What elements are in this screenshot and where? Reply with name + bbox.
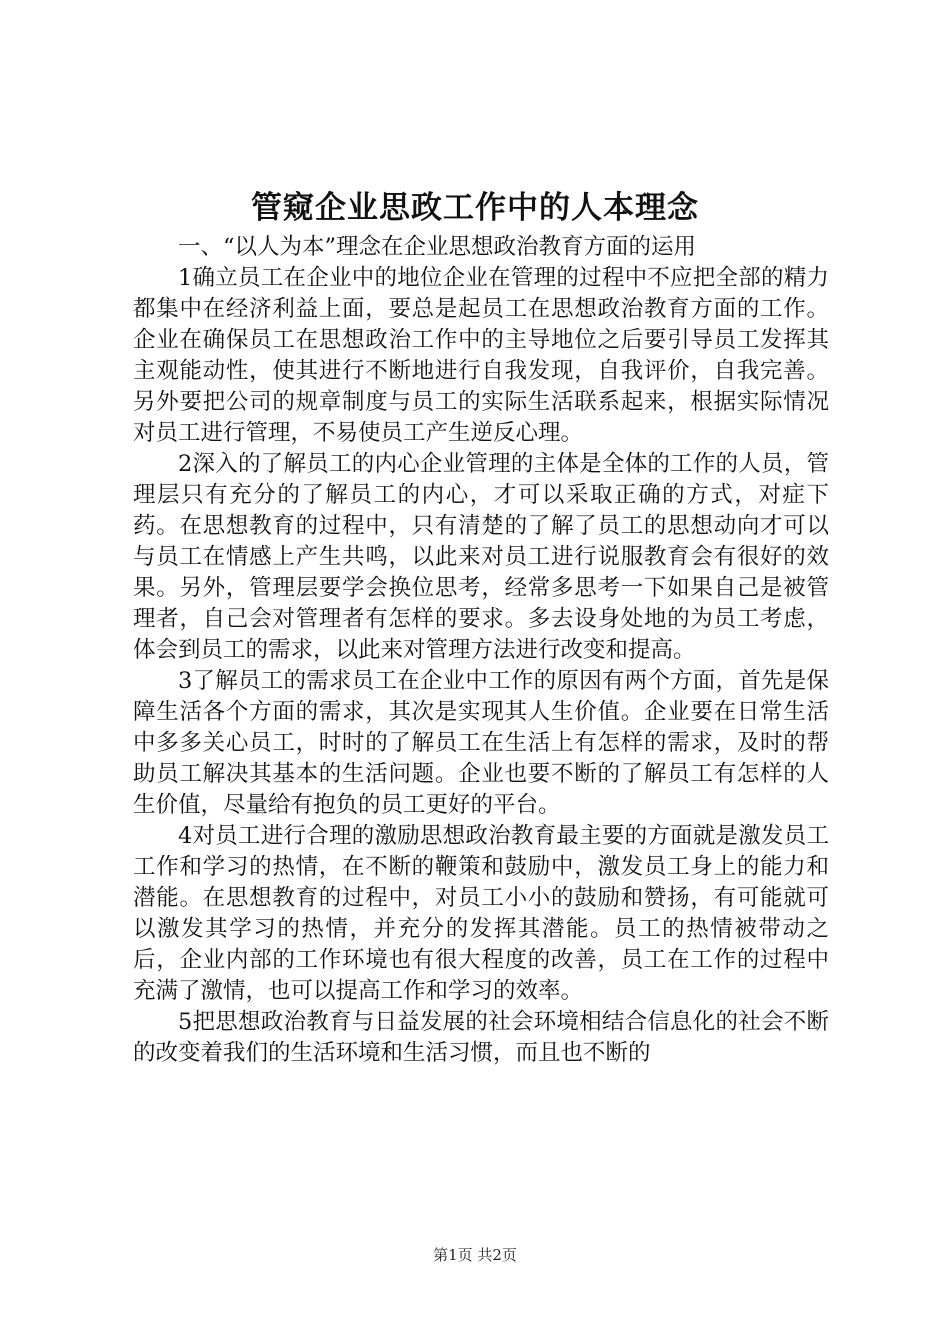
document-body bbox=[133, 232, 829, 1069]
paragraph: 1确立员工在企业中的地位企业在管理的过程中不应把全部的精力都集中在经济利益上面，要总是起员工在思想政治教育方面的工作。企业在确保员工在思想政治工作中的主导地位之后要引导员工发挥其主观能动性，使其进行不断地进行自我发现，自我评价，自我完善。另外要把公司的规章制度与员工的实际生活联系起来，根据实际情况对员工进行管理，不易使员工产生逆反心理。 bbox=[133, 265, 829, 446]
paragraph: 4对员工进行合理的激励思想政治教育最主要的方面就是激发员工工作和学习的热情，在不断的鞭策和鼓励中，激发员工身上的能力和潜能。在思想教育的过程中，对员工小小的鼓励和赞扬，有可能就可以激发其学习的热情，并充分的发挥其潜能。员工的热情被带动之后，企业内部的工作环境也有很大程度的改善，员工在工作的过程中充满了激情，也可以提高工作和学习的效率。 bbox=[133, 823, 829, 1004]
paragraph: 3了解员工的需求员工在企业中工作的原因有两个方面，首先是保障生活各个方面的需求，其次是实现其人生价值。企业要在日常生活中多多关心员工，时时的了解员工在生活上有怎样的需求，及时的帮助员工解决其基本的生活问题。企业也要不断的了解员工有怎样的人生价值，尽量给有抱负的员工更好的平台。 bbox=[133, 668, 829, 818]
paragraph: 2深入的了解员工的内心企业管理的主体是全体的工作的人员，管理层只有充分的了解员工的内心，才可以采取正确的方式，对症下药。在思想教育的过程中，只有清楚的了解了员工的思想动向才可以与员工在情感上产生共鸣，以此来对员工进行说服教育会有很好的效果。另外，管理层要学会换位思考，经常多思考一下如果自己是被管理者，自己会对管理者有怎样的要求。多去设身处地的为员工考虑，体会到员工的需求，以此来对管理方法进行改变和提高。 bbox=[133, 451, 829, 663]
document-title: 管窥企业思政工作中的人本理念 bbox=[251, 190, 699, 226]
paragraph: 5把思想政治教育与日益发展的社会环境相结合信息化的社会不断的改变着我们的生活环境和生活习惯，而且也不断的 bbox=[133, 1009, 829, 1066]
page-number-footer: 第1页 共2页 bbox=[433, 1246, 517, 1264]
section-heading: 一、“以人为本”理念在企业思想政治教育方面的运用 bbox=[178, 234, 697, 260]
